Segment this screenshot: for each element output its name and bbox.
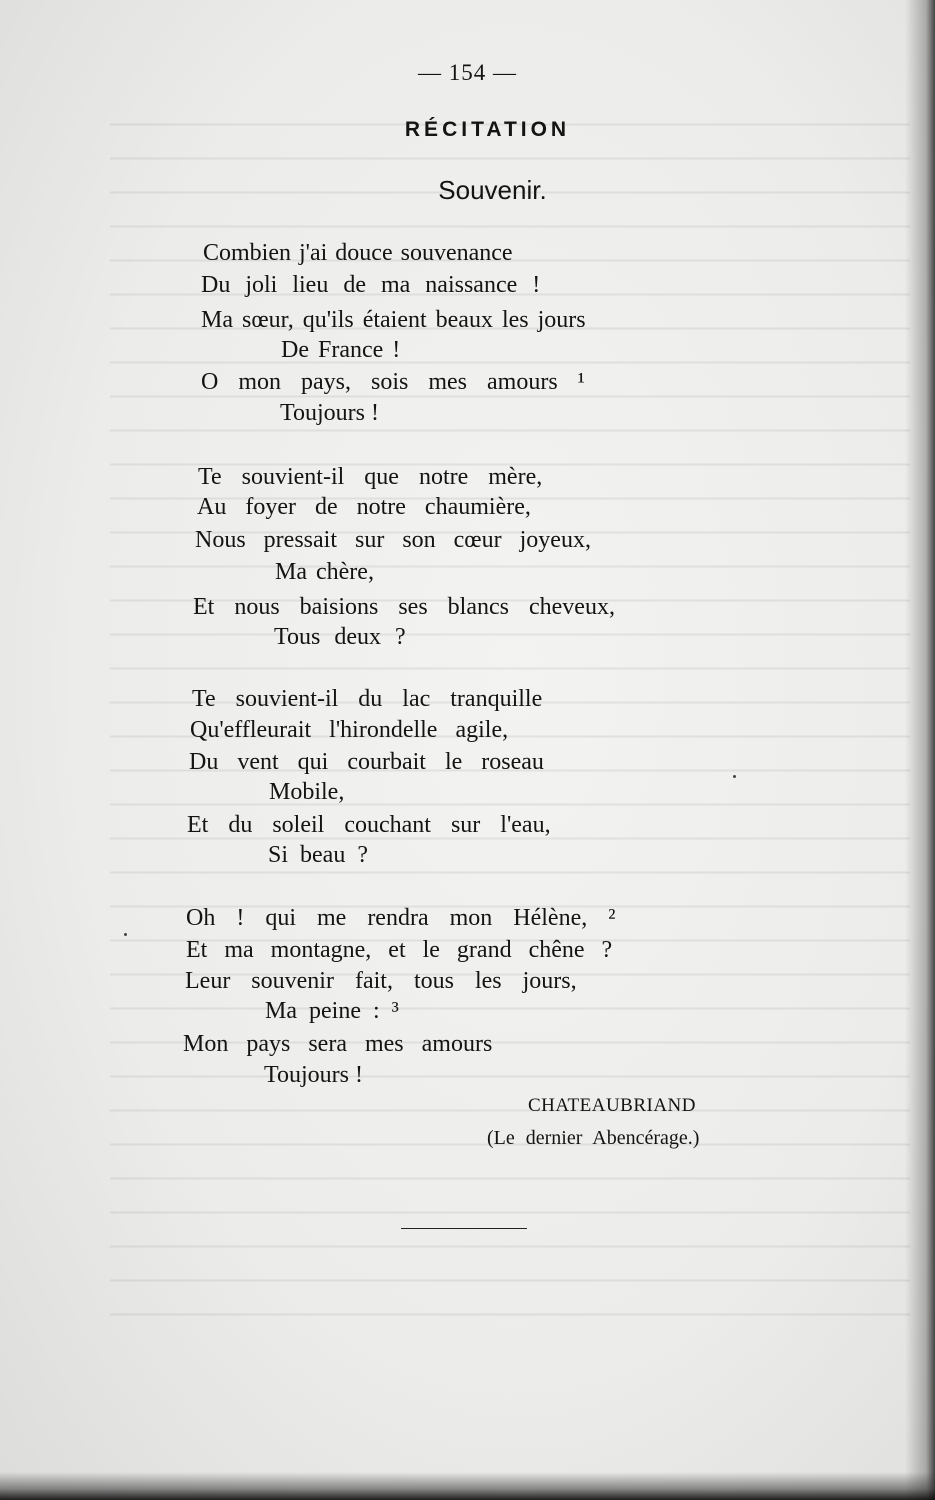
poem-line: Si beau ? (268, 842, 368, 868)
poem-line: Et ma montagne, et le grand chêne ? (186, 937, 613, 963)
poem-line: Te souvient-il du lac tranquille (192, 686, 543, 712)
poem-line: Leur souvenir fait, tous les jours, (185, 968, 577, 994)
source-citation: (Le dernier Abencérage.) (487, 1127, 700, 1149)
poem-line: Tous deux ? (274, 624, 406, 650)
poem-line: Ma peine : ³ (265, 998, 399, 1024)
poem-line: Combien j'ai douce souvenance (203, 240, 513, 266)
page-number: — 154 — (418, 60, 517, 85)
poem-line: Oh ! qui me rendra mon Hélène, ² (186, 905, 616, 931)
author-name: CHATEAUBRIAND (528, 1095, 696, 1116)
poem-line: Et du soleil couchant sur l'eau, (187, 812, 551, 838)
poem-line: Mobile, (269, 779, 345, 805)
poem-line: Ma chère, (275, 559, 374, 585)
ink-speck (733, 775, 736, 778)
ink-speck (124, 933, 127, 936)
poem-line: Au foyer de notre chaumière, (197, 494, 531, 520)
poem-line: De France ! (281, 337, 401, 363)
poem-line: Toujours ! (280, 400, 379, 426)
binding-shadow (905, 0, 935, 1500)
poem-line: Nous pressait sur son cœur joyeux, (195, 527, 591, 553)
poem-line: Mon pays sera mes amours (183, 1031, 493, 1057)
poem-line: Du vent qui courbait le roseau (189, 749, 544, 775)
poem-title: Souvenir. (438, 175, 547, 205)
page-edge-shadow (0, 1472, 935, 1500)
poem-line: O mon pays, sois mes amours ¹ (201, 369, 585, 395)
closing-rule (401, 1228, 527, 1229)
poem-line: Te souvient-il que notre mère, (198, 464, 543, 490)
poem-line: Qu'effleurait l'hirondelle agile, (190, 717, 509, 743)
poem-line: Ma sœur, qu'ils étaient beaux les jours (201, 307, 586, 333)
section-heading: RÉCITATION (404, 118, 571, 141)
poem-line: Toujours ! (264, 1062, 363, 1088)
poem-line: Et nous baisions ses blancs cheveux, (193, 594, 615, 620)
poem-line: Du joli lieu de ma naissance ! (201, 272, 541, 298)
